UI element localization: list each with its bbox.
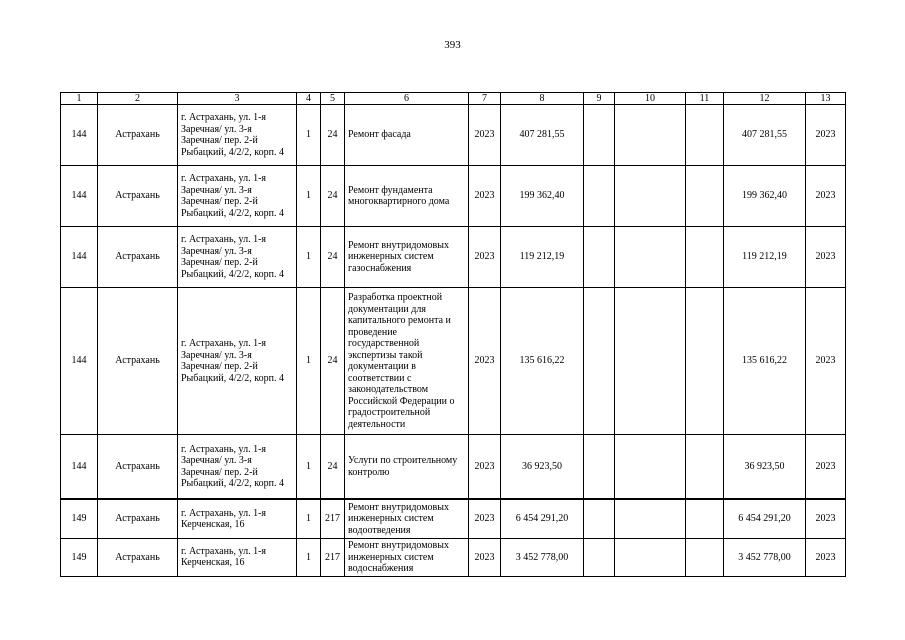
cost: 3 452 778,00 [501, 539, 584, 577]
col-11 [686, 105, 724, 166]
col-10 [615, 435, 686, 500]
cost-total: 36 923,50 [724, 435, 806, 500]
col-10 [615, 499, 686, 539]
municipality: Астрахань [98, 499, 178, 539]
col-10 [615, 227, 686, 288]
header-cell-8: 8 [501, 93, 584, 105]
municipality: Астрахань [98, 539, 178, 577]
col-11 [686, 227, 724, 288]
col-4: 1 [297, 539, 321, 577]
year: 2023 [469, 227, 501, 288]
col-9 [584, 288, 615, 435]
work-type: Ремонт внутридомовых инженерных систем водоотведения [345, 499, 469, 539]
year-end: 2023 [806, 105, 846, 166]
row-number: 144 [61, 105, 98, 166]
header-cell-3: 3 [178, 93, 297, 105]
header-cell-7: 7 [469, 93, 501, 105]
col-5: 217 [321, 539, 345, 577]
year-end: 2023 [806, 539, 846, 577]
year: 2023 [469, 288, 501, 435]
col-5: 24 [321, 435, 345, 500]
col-11 [686, 435, 724, 500]
municipality: Астрахань [98, 435, 178, 500]
cost-total: 6 454 291,20 [724, 499, 806, 539]
cost: 6 454 291,20 [501, 499, 584, 539]
cost-total: 199 362,40 [724, 166, 806, 227]
table-row [61, 435, 846, 500]
header-cell-6: 6 [345, 93, 469, 105]
work-type: Ремонт фундамента многоквартирного дома [345, 166, 469, 227]
address: г. Астрахань, ул. 1-я Заречная/ ул. 3-я Заречная/ пер. 2-й Рыбацкий, 4/2/2, корп. 4 [178, 166, 297, 227]
header-cell-1: 1 [61, 93, 98, 105]
col-10 [615, 105, 686, 166]
col-11 [686, 499, 724, 539]
work-type: Разработка проектной документации для капитального ремонта и проведение государственной экспертизы такой документации в соответствии с законодательством Российской Федерации о градостроительной деятельности [345, 288, 469, 435]
col-4: 1 [297, 288, 321, 435]
cost-total: 135 616,22 [724, 288, 806, 435]
col-5: 24 [321, 288, 345, 435]
header-cell-4: 4 [297, 93, 321, 105]
col-5: 24 [321, 227, 345, 288]
municipality: Астрахань [98, 166, 178, 227]
col-10 [615, 166, 686, 227]
year: 2023 [469, 166, 501, 227]
work-type: Ремонт фасада [345, 105, 469, 166]
address: г. Астрахань, ул. 1-я Заречная/ ул. 3-я Заречная/ пер. 2-й Рыбацкий, 4/2/2, корп. 4 [178, 435, 297, 500]
header-cell-11: 11 [686, 93, 724, 105]
header-cell-12: 12 [724, 93, 806, 105]
year-end: 2023 [806, 288, 846, 435]
work-type: Ремонт внутридомовых инженерных систем водоснабжения [345, 539, 469, 577]
year: 2023 [469, 539, 501, 577]
table-row [61, 288, 846, 435]
col-4: 1 [297, 105, 321, 166]
col-4: 1 [297, 435, 321, 500]
col-10 [615, 539, 686, 577]
address: г. Астрахань, ул. 1-я Заречная/ ул. 3-я Заречная/ пер. 2-й Рыбацкий, 4/2/2, корп. 4 [178, 227, 297, 288]
cost: 407 281,55 [501, 105, 584, 166]
table-row [61, 166, 846, 227]
row-number: 144 [61, 435, 98, 500]
work-type: Услуги по строительному контролю [345, 435, 469, 500]
col-11 [686, 539, 724, 577]
col-5: 217 [321, 499, 345, 539]
table-row [61, 499, 846, 539]
table-row [61, 227, 846, 288]
header-row [61, 93, 846, 105]
row-number: 144 [61, 227, 98, 288]
address: г. Астрахань, ул. 1-я Заречная/ ул. 3-я Заречная/ пер. 2-й Рыбацкий, 4/2/2, корп. 4 [178, 105, 297, 166]
year-end: 2023 [806, 227, 846, 288]
col-4: 1 [297, 499, 321, 539]
address: г. Астрахань, ул. 1-я Керченская, 16 [178, 499, 297, 539]
col-9 [584, 435, 615, 500]
municipality: Астрахань [98, 288, 178, 435]
cost-total: 3 452 778,00 [724, 539, 806, 577]
header-cell-5: 5 [321, 93, 345, 105]
address: г. Астрахань, ул. 1-я Керченская, 16 [178, 539, 297, 577]
year: 2023 [469, 435, 501, 500]
col-4: 1 [297, 227, 321, 288]
cost: 135 616,22 [501, 288, 584, 435]
col-4: 1 [297, 166, 321, 227]
col-9 [584, 105, 615, 166]
row-number: 144 [61, 166, 98, 227]
col-9 [584, 227, 615, 288]
header-cell-10: 10 [615, 93, 686, 105]
cost: 119 212,19 [501, 227, 584, 288]
col-11 [686, 288, 724, 435]
cost-total: 119 212,19 [724, 227, 806, 288]
col-9 [584, 499, 615, 539]
year: 2023 [469, 499, 501, 539]
cost: 36 923,50 [501, 435, 584, 500]
municipality: Астрахань [98, 227, 178, 288]
header-cell-2: 2 [98, 93, 178, 105]
page-number: 393 [444, 39, 461, 51]
year: 2023 [469, 105, 501, 166]
table-row [61, 105, 846, 166]
municipality: Астрахань [98, 105, 178, 166]
header-cell-9: 9 [584, 93, 615, 105]
row-number: 149 [61, 499, 98, 539]
work-type: Ремонт внутридомовых инженерных систем газоснабжения [345, 227, 469, 288]
table-row [61, 539, 846, 577]
cost-total: 407 281,55 [724, 105, 806, 166]
col-5: 24 [321, 166, 345, 227]
year-end: 2023 [806, 499, 846, 539]
col-9 [584, 166, 615, 227]
col-11 [686, 166, 724, 227]
address: г. Астрахань, ул. 1-я Заречная/ ул. 3-я Заречная/ пер. 2-й Рыбацкий, 4/2/2, корп. 4 [178, 288, 297, 435]
year-end: 2023 [806, 435, 846, 500]
header-cell-13: 13 [806, 93, 846, 105]
col-5: 24 [321, 105, 345, 166]
capital-repair-table [60, 92, 846, 577]
row-number: 144 [61, 288, 98, 435]
year-end: 2023 [806, 166, 846, 227]
col-10 [615, 288, 686, 435]
col-9 [584, 539, 615, 577]
row-number: 149 [61, 539, 98, 577]
cost: 199 362,40 [501, 166, 584, 227]
